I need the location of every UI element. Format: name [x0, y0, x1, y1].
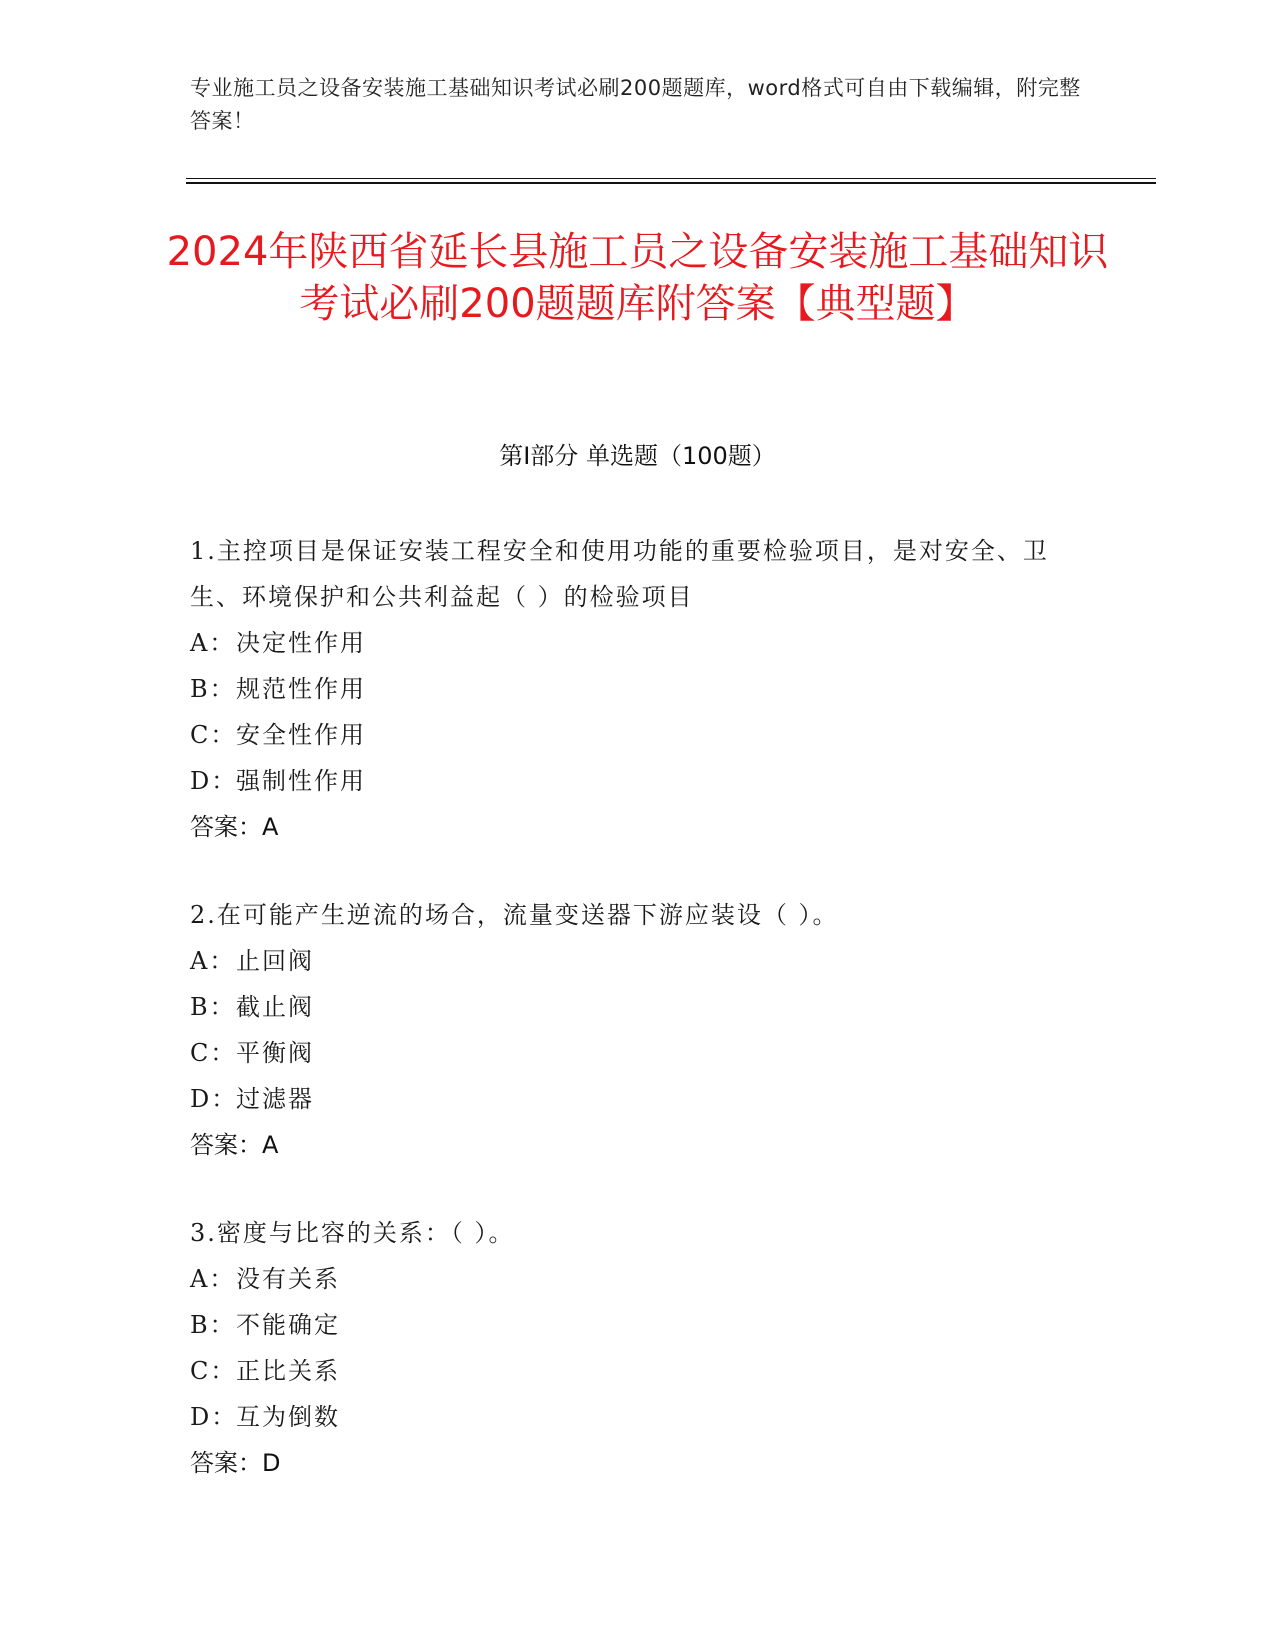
- option-key: C：: [190, 1039, 237, 1067]
- section-title: 第I部分 单选题（100题）: [499, 442, 776, 470]
- option-text: 不能确定: [236, 1311, 340, 1339]
- answer-line: [190, 1440, 1070, 1486]
- question-text: 1.主控项目是保证安装工程安全和使用功能的重要检验项目，是对安全、卫生、环境保护和公共利益起（ ）的检验项目: [190, 537, 1049, 611]
- option-d: [190, 1394, 1070, 1440]
- option-d: [190, 758, 1070, 804]
- header-note: 专业施工员之设备安装施工基础知识考试必刷200题题库，word格式可自由下载编辑，附完整答案！: [190, 76, 1081, 133]
- option-d: [190, 1076, 1070, 1122]
- option-key: A：: [190, 1265, 236, 1293]
- option-text: 正比关系: [236, 1357, 340, 1385]
- option-key: A：: [190, 947, 236, 975]
- answer-prefix: 答案：: [190, 1449, 262, 1477]
- answer-value: A: [262, 1131, 279, 1159]
- option-text: 平衡阀: [236, 1039, 314, 1067]
- option-text: 决定性作用: [236, 629, 366, 657]
- option-c: [190, 1348, 1070, 1394]
- question-3: [190, 1210, 1070, 1486]
- question-text: 2.在可能产生逆流的场合，流量变送器下游应装设（ ）。: [190, 901, 839, 929]
- option-key: B：: [190, 675, 236, 703]
- option-key: C：: [190, 721, 237, 749]
- option-text: 强制性作用: [236, 767, 366, 795]
- option-text: 止回阀: [236, 947, 314, 975]
- option-text: 没有关系: [236, 1265, 340, 1293]
- option-text: 互为倒数: [236, 1403, 340, 1431]
- option-key: C：: [190, 1357, 237, 1385]
- header-divider-thin: [186, 178, 1156, 179]
- answer-value: D: [262, 1449, 281, 1477]
- question-1: [190, 528, 1070, 850]
- option-key: B：: [190, 1311, 236, 1339]
- question-list: [190, 528, 1070, 1528]
- option-a: [190, 1256, 1070, 1302]
- option-b: [190, 984, 1070, 1030]
- option-key: B：: [190, 993, 236, 1021]
- document-title: 2024年陕西省延长县施工员之设备安装施工基础知识考试必刷200题题库附答案【典型题】: [166, 229, 1109, 327]
- header-divider-thick: [186, 182, 1156, 184]
- option-text: 安全性作用: [236, 721, 366, 749]
- option-text: 规范性作用: [236, 675, 366, 703]
- option-key: D：: [190, 1085, 238, 1113]
- question-text: 3.密度与比容的关系：（ ）。: [190, 1219, 515, 1247]
- option-b: [190, 666, 1070, 712]
- option-b: [190, 1302, 1070, 1348]
- answer-line: [190, 804, 1070, 850]
- answer-prefix: 答案：: [190, 813, 262, 841]
- option-key: D：: [190, 1403, 238, 1431]
- option-a: [190, 620, 1070, 666]
- option-c: [190, 1030, 1070, 1076]
- answer-value: A: [262, 813, 279, 841]
- option-key: A：: [190, 629, 236, 657]
- option-key: D：: [190, 767, 238, 795]
- answer-line: [190, 1122, 1070, 1168]
- option-c: [190, 712, 1070, 758]
- question-2: [190, 892, 1070, 1168]
- answer-prefix: 答案：: [190, 1131, 262, 1159]
- option-a: [190, 938, 1070, 984]
- option-text: 过滤器: [236, 1085, 314, 1113]
- option-text: 截止阀: [236, 993, 314, 1021]
